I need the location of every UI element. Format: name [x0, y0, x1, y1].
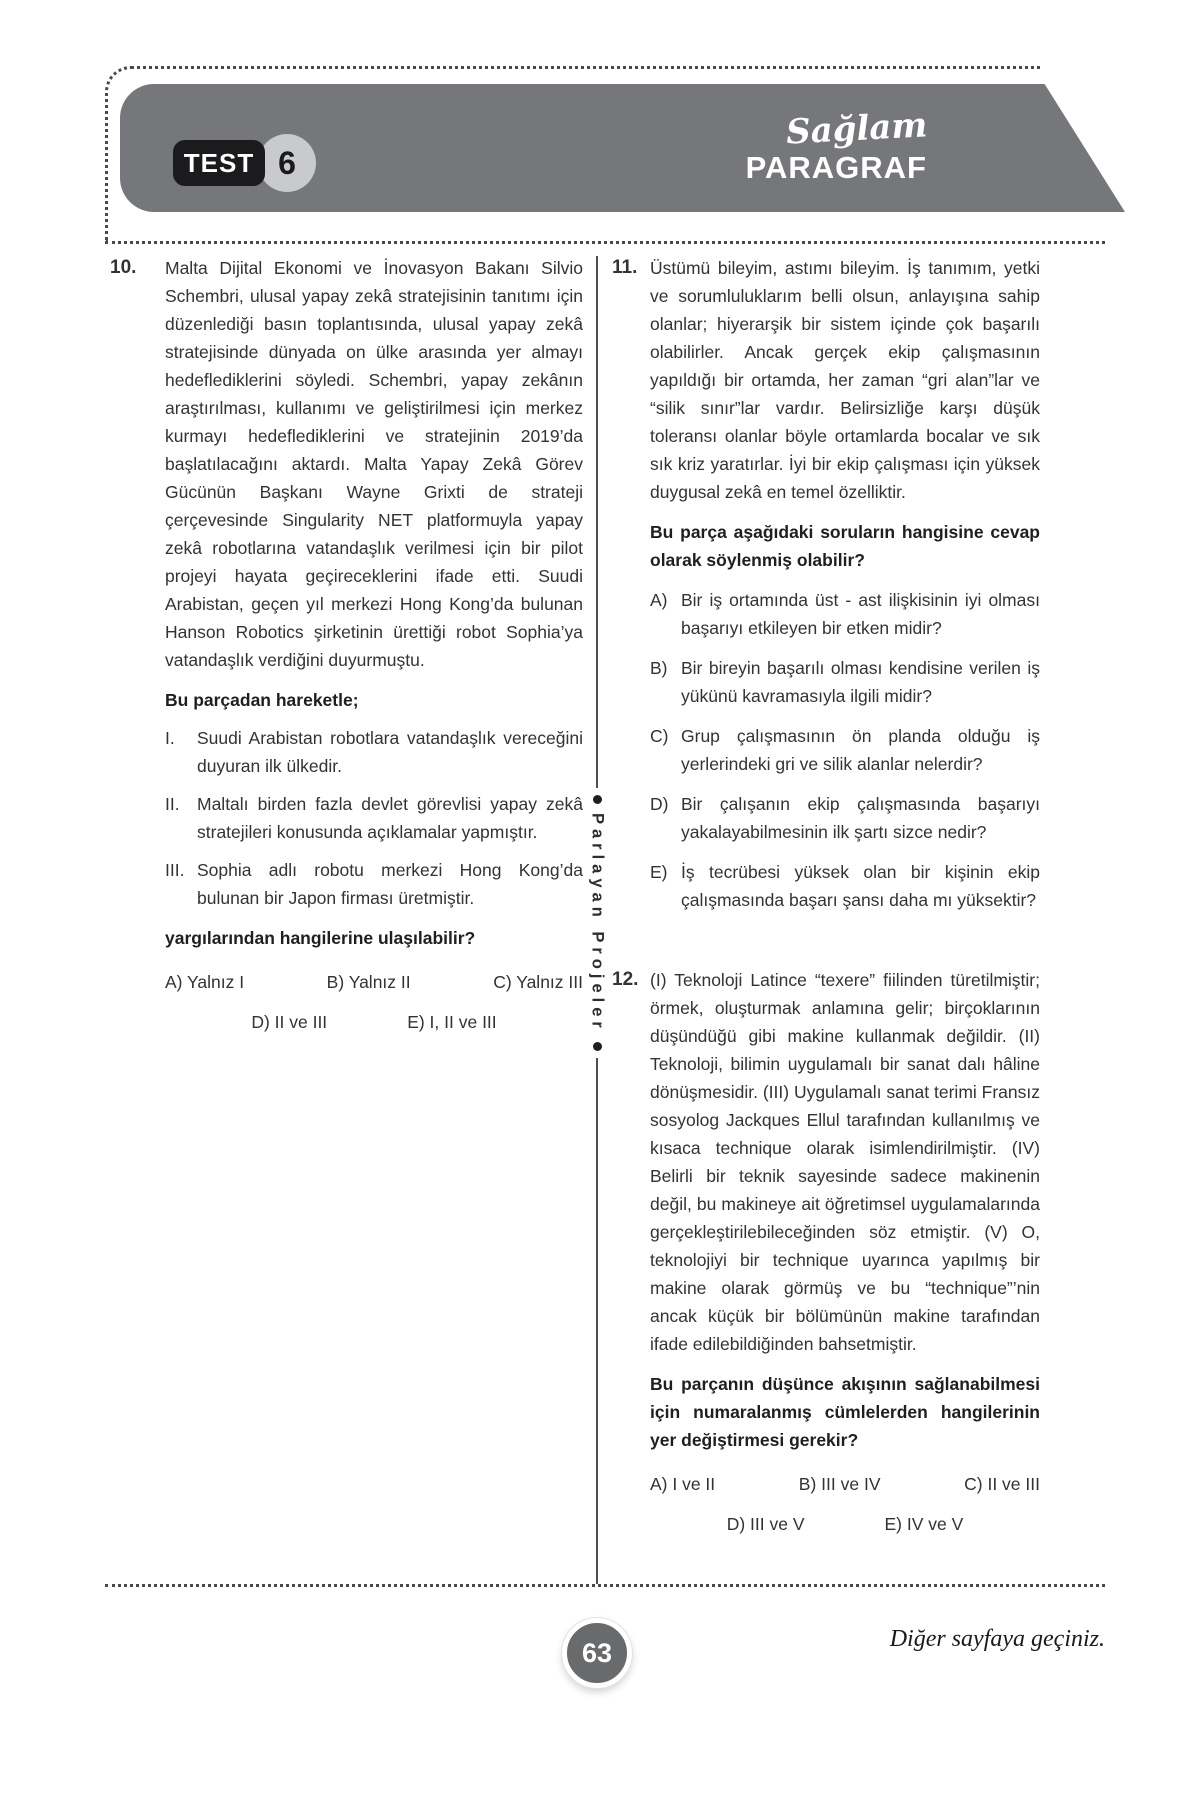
option: A) I ve II: [650, 1474, 716, 1494]
divider-dot: [593, 1042, 602, 1051]
options-row: [650, 1470, 1040, 1498]
page-number: 63: [581, 1637, 613, 1668]
right-column: [612, 254, 1040, 1538]
options-row: [165, 968, 583, 996]
lettered-option: [650, 654, 1040, 710]
question-body: [650, 254, 1040, 914]
question-lead-in: Bu parçadan hareketle;: [165, 690, 359, 710]
roman-numeral: III.: [165, 860, 185, 880]
lettered-option: [650, 790, 1040, 846]
question-body: [165, 254, 583, 1036]
next-page-note: Diğer sayfaya geçiniz.: [889, 1626, 1105, 1652]
option-text: Bir iş ortamında üst - ast ilişkisinin iyi olması başarıyı etkileyen bir etken midir?: [681, 590, 1040, 638]
option-letter: B): [650, 658, 668, 678]
option-letter: D): [650, 794, 669, 814]
question-number: 10.: [110, 257, 137, 278]
roman-item: [165, 724, 583, 780]
option: E) I, II ve III: [407, 1012, 497, 1032]
options-row: [165, 1008, 583, 1036]
question-10: [110, 254, 583, 1036]
option: E) IV ve V: [884, 1514, 964, 1534]
option: C) II ve III: [964, 1474, 1040, 1494]
top-dotted-rule: [105, 241, 1105, 244]
option-letter: E): [650, 862, 668, 882]
option-text: Grup çalışmasının ön planda olduğu iş yerlerindeki gri ve silik alanlar nelerdir?: [681, 726, 1040, 774]
option: C) Yalnız III: [493, 972, 583, 992]
test-number: 6: [278, 144, 296, 181]
test-number-circle: [258, 134, 316, 192]
question-11: [612, 254, 1040, 914]
question-stem: Bu parçanın düşünce akışının sağlanabilmesi için numaralanmış cümlelerden hangilerinin yer değiştirmesi gerekir?: [650, 1374, 1040, 1450]
option-letter: C): [650, 726, 669, 746]
brand-block: [745, 105, 928, 186]
column-divider: [588, 256, 606, 1584]
header-banner: [120, 84, 1125, 212]
left-column: [110, 254, 583, 1036]
test-badge: [173, 140, 265, 186]
option-text: İş tecrübesi yüksek olan bir kişinin ekip çalışmasında başarı şansı daha mı yüksektir?: [681, 862, 1040, 910]
option-text: Bir bireyin başarılı olması kendisine verilen iş yükünü kavramasıyla ilgili midir?: [681, 658, 1040, 706]
bottom-dotted-rule: [105, 1584, 1105, 1587]
lettered-option: [650, 858, 1040, 914]
question-number: 12.: [612, 969, 639, 990]
brand-title-text: PARAGRAF: [745, 150, 927, 185]
option-text: Bir çalışanın ekip çalışmasında başarıyı yakalayabilmesinin ilk şartı sizce nedir?: [681, 794, 1040, 842]
question-number: 11.: [612, 257, 638, 278]
divider-label: Parlayan Projeler: [588, 813, 607, 1033]
divider-dot: [593, 795, 602, 804]
lettered-option: [650, 722, 1040, 778]
question-stem: Bu parça aşağıdaki soruların hangisine cevap olarak söylenmiş olabilir?: [650, 522, 1040, 570]
question-paragraph: (I) Teknoloji Latince “texere” fiilinden türetilmiştir; örmek, oluşturmak anlamına gelir; birçoklarının düşündüğü gibi makine kullanmak değildir. (II) Teknoloji, bilimin uygulamalı bir sanat dalı hâline dönüşmesidir. (III) Uygulamalı sanat terimi Fransız sosyolog Jackques Ellul tarafından kullanılmış ve kısaca technique olarak isimlendirilmiştir. (IV) Belirli bir teknik sayesinde sadece makinenin değil, bu makineye ait öğretimsel uygulamalarında gerçekleştirilebileceğinden söz etmiştir. (V) O, teknolojiyi bir technique uyarınca yapılmış bir makine olarak görmüş ve bu “technique”’nin ancak küçük bir bölümünün makine tarafından ifade edilebildiğinden bahsetmiştir.: [650, 970, 1040, 1354]
question-paragraph: Üstümü bileyim, astımı bileyim. İş tanımım, yetki ve sorumluluklarım belli olsun, anlayışına sahip olanlar; hiyerarşik bir sistem içinde çok başarılı olabilirler. Ancak gerçek ekip çalışmasının yapıldığı bir ortamda, her zaman “gri alan”lar ve “silik sınır”lar vardır. Belirsizliğe karşı düşük toleransı olanlar böyle ortamlarda bocalar ve sık sık kriz yaratırlar. İyi bir ekip çalışması için yüksek duygusal zekâ en temel özelliktir.: [650, 258, 1040, 502]
divider-line: [596, 256, 598, 788]
option: B) III ve IV: [798, 1474, 881, 1494]
page-number-badge: [562, 1618, 632, 1688]
question-body: [650, 966, 1040, 1538]
option: D) II ve III: [251, 1012, 328, 1032]
question-paragraph: Malta Dijital Ekonomi ve İnovasyon Bakanı Silvio Schembri, ulusal yapay zekâ stratejisinin tanıtımı için düzenlediği basın toplantısında, ulusal yapay zekâ stratejisinde dünyada on ülke arasında yer almayı hedeflediklerini söyledi. Schembri, yapay zekânın araştırılması, kullanımı ve geliştirilmesi için merkez kurmayı hedeflediklerini ve stratejinin 2019’da başlatılacağını aktardı. Malta Yapay Zekâ Görev Gücünün Başkanı Wayne Grixti de strateji çerçevesinde Singularity NET platformuyla yapay zekâ robotlarına vatandaşlık verilmesi için bir pilot projeyi hayata geçireceklerini ifade etti. Suudi Arabistan, geçen yıl merkezi Hong Kong’da bulunan Hanson Robotics şirketinin ürettiği robot Sophia’ya vatandaşlık verdiğini duyurmuştu.: [165, 258, 583, 670]
option-letter: A): [650, 590, 668, 610]
roman-item-text: Suudi Arabistan robotlara vatandaşlık vereceğini duyuran ilk ülkedir.: [197, 728, 583, 776]
option: D) III ve V: [726, 1514, 805, 1534]
lettered-option: [650, 586, 1040, 642]
roman-numeral: I.: [165, 728, 175, 748]
roman-item-text: Maltalı birden fazla devlet görevlisi yapay zekâ stratejileri konusunda açıklamalar yapmıştır.: [197, 794, 583, 842]
test-badge-label: TEST: [183, 147, 255, 178]
brand-script-text: Sağlam: [784, 105, 928, 153]
divider-line: [596, 1058, 598, 1584]
options-row: [650, 1510, 1040, 1538]
question-stem: yargılarından hangilerine ulaşılabilir?: [165, 928, 476, 948]
roman-item: [165, 856, 583, 912]
roman-item: [165, 790, 583, 846]
question-12: [612, 966, 1040, 1538]
option: A) Yalnız I: [165, 972, 245, 992]
roman-item-text: Sophia adlı robotu merkezi Hong Kong’da bulunan bir Japon firması üretmiştir.: [197, 860, 583, 908]
roman-numeral: II.: [165, 794, 180, 814]
option: B) Yalnız II: [326, 972, 411, 992]
